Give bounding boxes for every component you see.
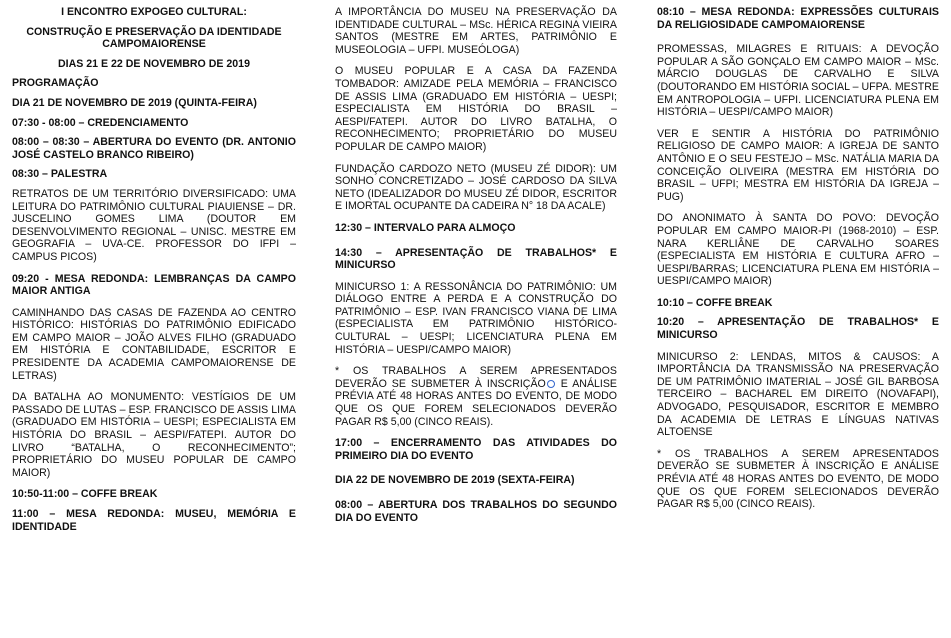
schedule-item: 08:00 – 08:30 – ABERTURA DO EVENTO (DR. ANTONIO JOSÉ CASTELO BRANCO RIBEIRO) (12, 136, 296, 161)
talk-description: RETRATOS DE UM TERRITÓRIO DIVERSIFICADO: UMA LEITURA DO PATRIMÔNIO CULTURAL PIAUIENSE – DR. JUSCELINO GOMES LIMA (DOUTOR EM DESENVOLVIMENTO REGIONAL – UNISC. MESTRE EM GEOGRAFIA – UVA-CE. PROFESSOR DO IFPI – CAMPUS PICOS) (12, 187, 296, 263)
event-title: I ENCONTRO EXPOGEO CULTURAL: (61, 6, 247, 18)
talk-description: CAMINHANDO DAS CASAS DE FAZENDA AO CENTRO HISTÓRICO: HISTÓRIAS DO PATRIMÔNIO EDIFICADO EM CAMPO MAIOR – JOÃO ALVES FILHO (GRADUADO EM HISTÓRIA E CONTABILIDADE, ESCRITOR E PRESIDENTE DA ACADEMIA CAMPOMAIORENSE DE LETRAS) (12, 306, 296, 382)
schedule-item: 08:30 – PALESTRA (12, 168, 108, 181)
talk-description: A IMPORTÂNCIA DO MUSEU NA PRESERVAÇÃO DA IDENTIDADE CULTURAL – MSc. HÉRICA REGINA VIEIRA SANTOS (MESTRE EM ARTES, PATRIMÔNIO E MUSEOLOGIA – UFPI. MUSEÓLOGA) (335, 6, 617, 56)
schedule-item: 09:20 - MESA REDONDA: LEMBRANÇAS DA CAMPO MAIOR ANTIGA (12, 272, 296, 298)
workshop-description: MINICURSO 1: A RESSONÂNCIA DO PATRIMÔNIO: UM DIÁLOGO ENTRE A PERDA E A CONSTRUÇÃO DO PATRIMÔNIO – ESP. IVAN FRANCISCO VIANA DE LIMA (ESPECIALISTA EM PATRIMÔNIO HISTÓRICO-CULTURAL – UESPI; LICENCIATURA PLENA EM HISTÓRIA – UESPI/CAMPO MAIOR) (335, 280, 617, 356)
schedule-item: 08:10 – MESA REDONDA: EXPRESSÕES CULTURAIS DA RELIGIOSIDADE CAMPOMAIORENSE (657, 6, 939, 31)
submission-note (335, 365, 617, 428)
schedule-item: 17:00 – ENCERRAMENTO DAS ATIVIDADES DO PRIMEIRO DIA DO EVENTO (335, 437, 617, 462)
column-right (657, 6, 939, 520)
column-left (12, 6, 296, 542)
talk-description: VER E SENTIR A HISTÓRIA DO PATRIMÔNIO RELIGIOSO DE CAMPO MAIOR: A IGREJA DE SANTO ANTÔNIO E O SEU FESTEJO – MSc. NATÁLIA MARIA DA CONCEIÇÃO OLIVEIRA (MESTRA EM HISTÓRIA DO BRASIL – UFPI; MESTRA EM HISTÓRIA DA IGREJA – PUG) (657, 127, 939, 203)
day-two-heading: DIA 22 DE NOVEMBRO DE 2019 (SEXTA-FEIRA) (335, 474, 575, 487)
talk-description: PROMESSAS, MILAGRES E RITUAIS: A DEVOÇÃO POPULAR A SÃO GONÇALO EM CAMPO MAIOR – MSc. MÁRCIO DOUGLAS DE CARVALHO E SILVA (DOUTORANDO EM HISTÓRIA SOCIAL – UFPA. MESTRE EM ANTROPOLOGIA – UFPI. LICENCIATURA PLENA EM HISTÓRIA – UESPI/CAMPO MAIOR) (657, 43, 939, 119)
program-heading: PROGRAMAÇÃO (12, 77, 99, 90)
event-subtitle: CONSTRUÇÃO E PRESERVAÇÃO DA IDENTIDADE CAMPOMAIORENSE (26, 25, 282, 51)
workshop-description: MINICURSO 2: LENDAS, MITOS & CAUSOS: A IMPORTÂNCIA DA TRANSMISSÃO NA PRESERVAÇÃO DE UM PATRIMÔNIO IMATERIAL – JOSÉ GIL BARBOSA TERCEIRO – BACHAREL EM DIREITO (NOVAFAPI), ADVOGADO, PESQUISADOR, ESCRITOR E MEMBRO DA ACADEMIA DE LETRAS E LÍNGUAS NATIVAS ALTOENSE (657, 350, 939, 439)
schedule-item: 07:30 - 08:00 – CREDENCIAMENTO (12, 116, 189, 129)
schedule-item: 10:10 – COFFE BREAK (657, 296, 773, 309)
schedule-item: 12:30 – INTERVALO PARA ALMOÇO (335, 221, 516, 234)
event-dates: DIAS 21 E 22 DE NOVEMBRO DE 2019 (58, 57, 250, 70)
submission-note-text: * OS TRABALHOS A SEREM APRESENTADOS DEVERÃO SE SUBMETER À INSCRIÇÃO (335, 365, 617, 390)
schedule-item: 10:50-11:00 – COFFE BREAK (12, 488, 158, 501)
schedule-item: 11:00 – MESA REDONDA: MUSEU, MEMÓRIA E IDENTIDADE (12, 508, 296, 533)
schedule-item: 14:30 – APRESENTAÇÃO DE TRABALHOS* E MINICURSO (335, 246, 617, 272)
talk-description: DO ANONIMATO À SANTA DO POVO: DEVOÇÃO POPULAR EM CAMPO MAIOR-PI (1968-2010) – ESP. NARA KERLIÂNE DE CARVALHO SOARES (ESPECIALISTA EM HISTÓRIA E CULTURA AFRO – UESPI/BARRAS; LICENCIATURA PLENA EM HISTÓRIA – UESPI/CAMPO MAIOR) (657, 212, 939, 288)
talk-description: FUNDAÇÃO CARDOZO NETO (MUSEU ZÉ DIDOR): UM SONHO CONCRETIZADO – JOSÉ CARDOSO DA SILVA NETO (IDEALIZADOR DO MUSEU ZÉ DIDOR, ESCRITOR E IMORTAL OCUPANTE DA CADEIRA N° 18 DA ACALE) (335, 162, 617, 213)
submission-note: * OS TRABALHOS A SEREM APRESENTADOS DEVERÃO SE SUBMETER À INSCRIÇÃO E ANÁLISE PRÉVIA ATÉ 48 HORAS ANTES DO EVENTO, DE MODO QUE OS QUE FOREM SELECIONADOS DEVERÃO PAGAR R$ 5,00 (CINCO REAIS). (657, 447, 939, 511)
schedule-item: 08:00 – ABERTURA DOS TRABALHOS DO SEGUNDO DIA DO EVENTO (335, 499, 617, 524)
schedule-item: 10:20 – APRESENTAÇÃO DE TRABALHOS* E MINICURSO (657, 316, 939, 342)
talk-description: DA BATALHA AO MONUMENTO: VESTÍGIOS DE UM PASSADO DE LUTAS – ESP. FRANCISCO DE ASSIS LIMA (GRADUADO EM HISTÓRIA – UESPI; ESPECIALISTA EM HISTÓRIA DO BRASIL – AESPI/FATEPI. AUTOR DO LIVRO “BATALHA, O RECONHECIMENTO”; PROPRIETÁRIO DO MUSEU POPULAR DE CAMPO MAIOR) (12, 391, 296, 479)
day-one-heading: DIA 21 DE NOVEMBRO DE 2019 (QUINTA-FEIRA) (12, 96, 257, 109)
cursor-ring-icon (547, 380, 555, 388)
submission-note-text: E ANÁLISE PRÉVIA ATÉ 48 HORAS ANTES DO EVENTO, DE MODO QUE OS QUE FOREM SELECIONADOS DEVERÃO PAGAR R$ 5,00 (CINCO REAIS). (335, 377, 617, 428)
talk-description: O MUSEU POPULAR E A CASA DA FAZENDA TOMBADOR: AMIZADE PELA MEMÓRIA – FRANCISCO DE ASSIS LIMA (GRADUADO EM HISTÓRIA – UESPI; ESPECIALISTA EM HISTÓRIA DO BRASIL – AESPI/FATEPI. AUTOR DO LIVRO BATALHA, O RECONHECIMENTO; PROPRIETÁRIO DO MUSEU POPULAR DE CAMPO MAIOR) (335, 65, 617, 153)
column-middle (335, 6, 617, 533)
